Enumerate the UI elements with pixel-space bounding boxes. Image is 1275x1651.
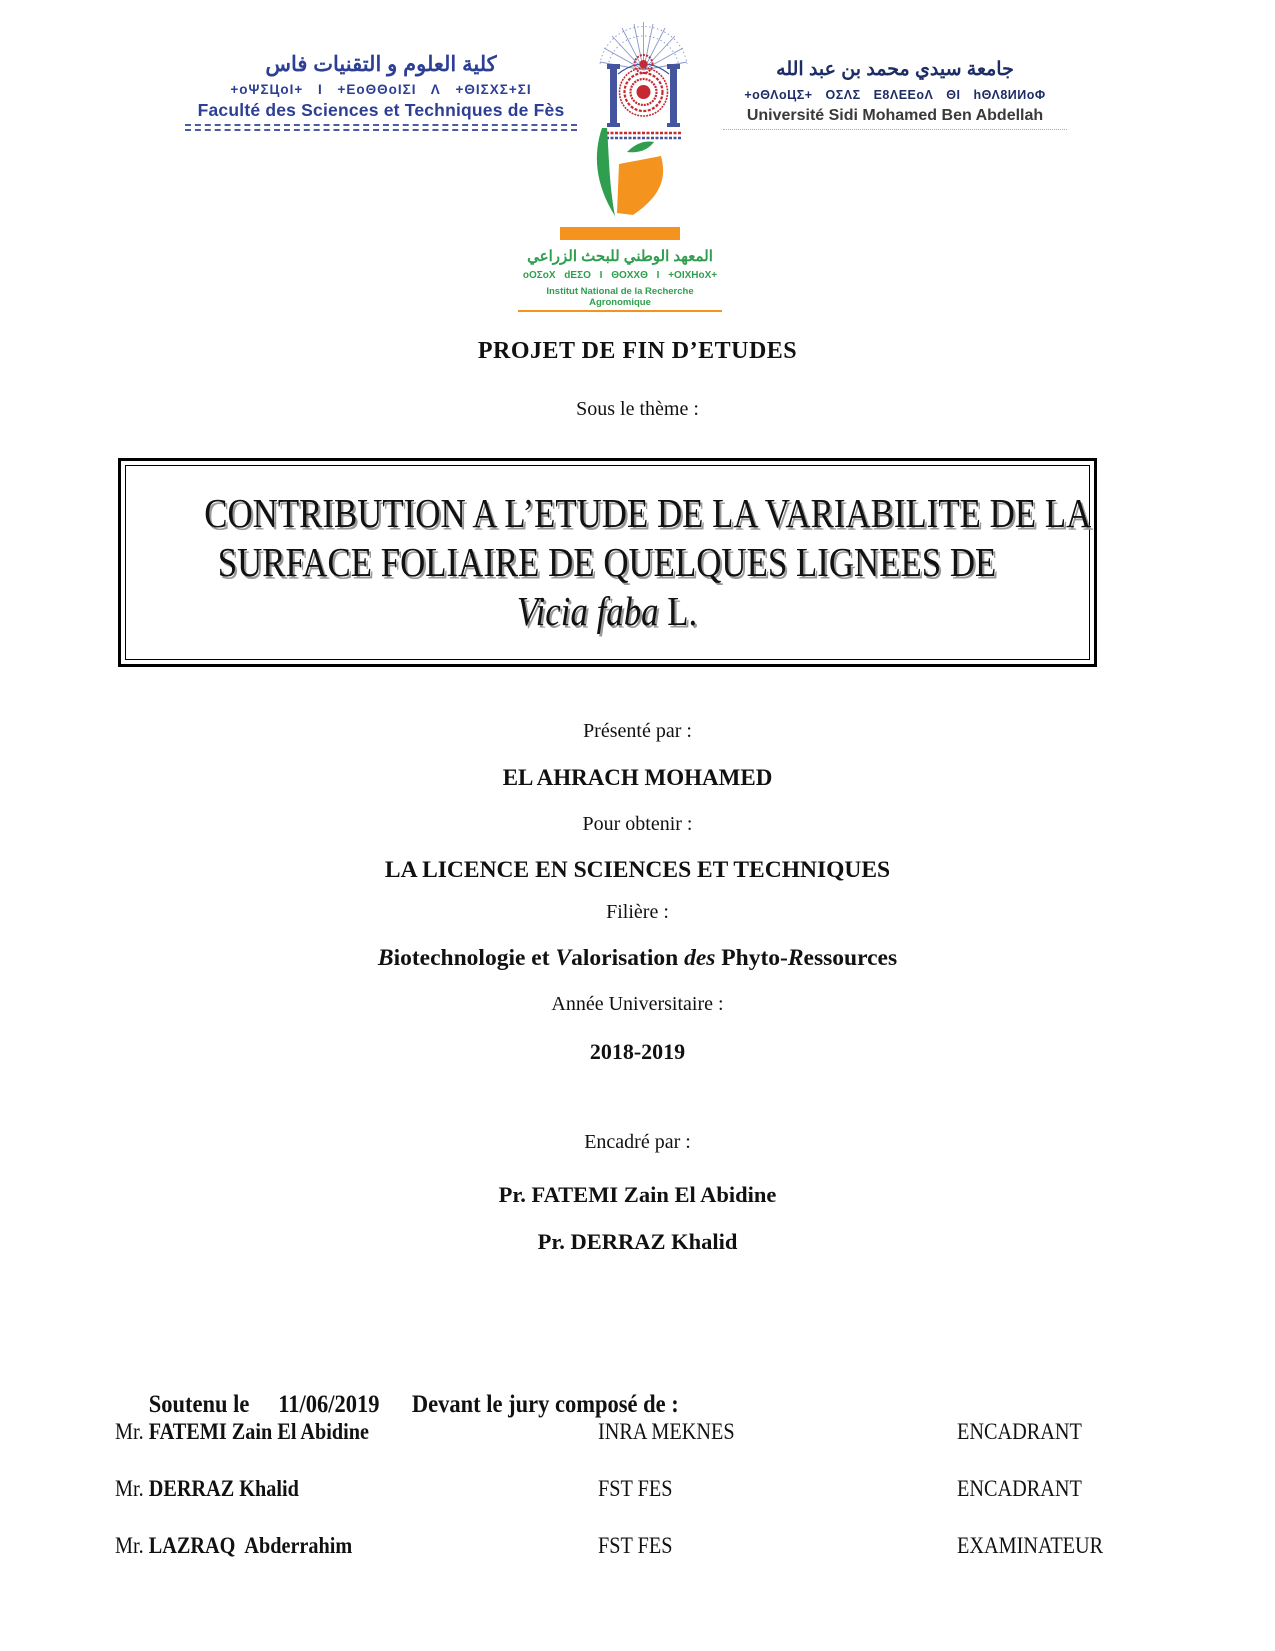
jury-member-name: DERRAZ Khalid bbox=[148, 1476, 299, 1501]
main-title-line-1: CONTRIBUTION A L’ETUDE DE LA VARIABILITE DE LA bbox=[204, 490, 1092, 536]
jury-member-title: Mr. bbox=[115, 1533, 149, 1558]
filiere-part: des bbox=[684, 945, 716, 971]
usmba-french-name: Université Sidi Mohamed Ben Abdellah bbox=[746, 107, 1044, 124]
document-type-title: PROJET DE FIN D’ETUDES bbox=[477, 338, 798, 364]
defense-suffix: Devant le jury composé de : bbox=[411, 1391, 679, 1418]
jury-member-name: FATEMI Zain El Abidine bbox=[148, 1419, 370, 1444]
jury-member-role: EXAMINATEUR bbox=[957, 1533, 1104, 1558]
supervisor-1: Pr. FATEMI Zain El Abidine bbox=[498, 1182, 777, 1207]
jury-member-role: ENCADRANT bbox=[957, 1419, 1082, 1444]
jury-member-affiliation: INRA MEKNES bbox=[598, 1419, 735, 1444]
presented-by-label: Présenté par : bbox=[583, 720, 692, 742]
defense-prefix: Soutenu le bbox=[148, 1391, 250, 1418]
jury-member-role: ENCADRANT bbox=[957, 1476, 1082, 1501]
filiere-label: Filière : bbox=[606, 901, 669, 923]
degree-title: LA LICENCE EN SCIENCES ET TECHNIQUES bbox=[384, 857, 891, 883]
author-name: EL AHRACH MOHAMED bbox=[502, 765, 773, 790]
fst-french-name: Faculté des Sciences et Techniques de Fès bbox=[197, 100, 565, 120]
filiere-part: V bbox=[555, 945, 572, 971]
fst-tifinagh-name: +oΨΣЦoΙ+ Ι +ΕoΘΘoΙΣΙ Λ +ΘΙΣΧΣ+ΣΙ bbox=[230, 82, 532, 97]
species-name-italic: Vicia faba bbox=[517, 588, 659, 634]
inra-arabic-name: المعهد الوطني للبحث الزراعي bbox=[527, 248, 713, 265]
usmba-arabic-name: جامعة سيدي محمد بن عبد الله bbox=[776, 59, 1014, 80]
jury-member-title: Mr. bbox=[115, 1476, 149, 1501]
filiere-part: B bbox=[377, 945, 394, 971]
filiere-part: Phyto- bbox=[715, 945, 788, 971]
jury-member-title: Mr. bbox=[115, 1419, 149, 1444]
theme-label: Sous le thème : bbox=[576, 398, 699, 420]
defense-date: 11/06/2019 bbox=[278, 1391, 380, 1418]
fst-arabic-name: كلية العلوم و التقنيات فاس bbox=[265, 53, 497, 76]
supervisor-2: Pr. DERRAZ Khalid bbox=[537, 1229, 738, 1254]
inra-french-name: Institut National de la Recherche Agronomique bbox=[518, 286, 722, 312]
inra-tifinagh-name: oΟΣoΧ dΕΣΟ Ι ΘΟΧΧΘ Ι +ΟΙΧΗoΧ+ bbox=[522, 270, 718, 281]
filiere-part: R bbox=[787, 945, 804, 971]
academic-year-value: 2018-2019 bbox=[589, 1039, 686, 1064]
supervised-by-label: Encadré par : bbox=[584, 1131, 691, 1153]
jury-member-affiliation: FST FES bbox=[598, 1476, 673, 1501]
jury-table bbox=[115, 0, 1175, 1651]
filiere-part: alorisation bbox=[571, 945, 685, 971]
obtain-label: Pour obtenir : bbox=[582, 813, 693, 835]
jury-member-name: LAZRAQ Abderrahim bbox=[148, 1533, 353, 1558]
usmba-tifinagh-name: +oΘΛoЦΣ+ ΟΣΛΣ Ε8ΛΕΕoΛ ΘΙ hΘΛ8ИИoΦ bbox=[744, 88, 1046, 102]
filiere-part: iotechnologie et bbox=[393, 945, 556, 971]
filiere-part: essources bbox=[803, 945, 898, 971]
main-title-line-2: SURFACE FOLIAIRE DE QUELQUES LIGNEES DE bbox=[218, 539, 997, 585]
species-suffix: L. bbox=[658, 588, 698, 634]
academic-year-label: Année Universitaire : bbox=[551, 993, 724, 1015]
jury-member-affiliation: FST FES bbox=[598, 1533, 673, 1558]
